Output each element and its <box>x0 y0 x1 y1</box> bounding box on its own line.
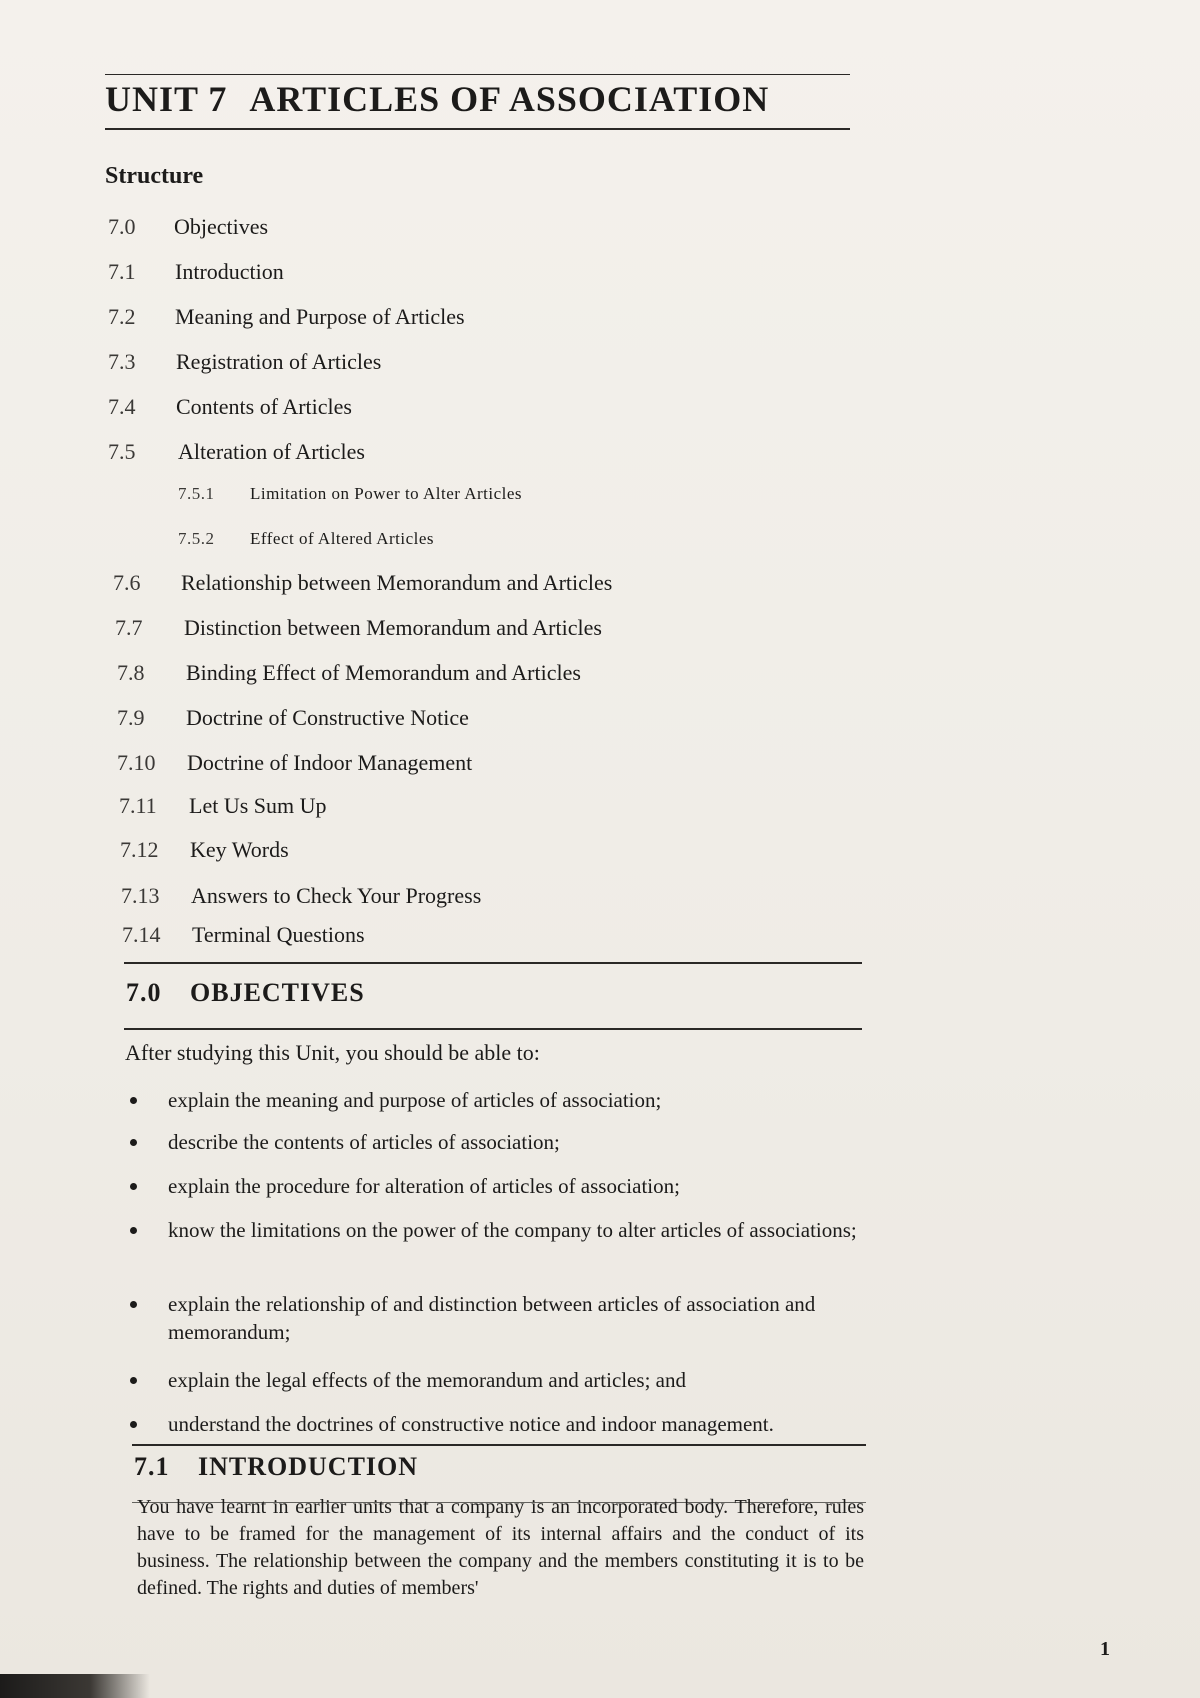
toc-number: 7.7 <box>115 615 143 640</box>
unit-number: UNIT 7 <box>105 79 228 119</box>
bullet-icon <box>130 1183 137 1190</box>
objective-text: describe the contents of articles of association; <box>168 1130 560 1154</box>
title-underline <box>105 128 850 130</box>
objective-text: explain the relationship of and distinction between articles of association and memorandum; <box>168 1292 816 1344</box>
toc-number: 7.1 <box>108 259 136 284</box>
section-title: OBJECTIVES <box>190 978 365 1007</box>
bullet-icon <box>130 1301 137 1308</box>
objective-text: explain the legal effects of the memorandum and articles; and <box>168 1368 686 1392</box>
toc-number: 7.5.2 <box>178 529 215 548</box>
section-title: INTRODUCTION <box>198 1452 419 1481</box>
toc-number: 7.11 <box>119 793 157 818</box>
toc-number: 7.4 <box>108 394 136 419</box>
bullet-icon <box>130 1097 137 1104</box>
objectives-intro: After studying this Unit, you should be able to: <box>125 1040 540 1065</box>
toc-label: Limitation on Power to Alter Articles <box>250 484 523 503</box>
toc-number: 7.5.1 <box>178 484 215 503</box>
objective-text: explain the procedure for alteration of articles of association; <box>168 1174 680 1198</box>
bullet-icon <box>130 1377 137 1384</box>
toc-number: 7.14 <box>122 922 161 947</box>
toc-label: Effect of Altered Articles <box>250 529 435 548</box>
toc-label: Key Words <box>190 837 289 862</box>
toc-label: Objectives <box>174 214 269 239</box>
toc-label: Distinction between Memorandum and Articles <box>184 615 602 640</box>
toc-label: Alteration of Articles <box>178 439 365 464</box>
toc-label: Registration of Articles <box>176 349 382 374</box>
objectives-bottom-rule <box>124 1028 862 1030</box>
toc-number: 7.8 <box>117 660 145 685</box>
toc-label: Terminal Questions <box>192 922 365 947</box>
bullet-icon <box>130 1421 137 1428</box>
page-number: 1 <box>1100 1638 1110 1660</box>
toc-number: 7.5 <box>108 439 136 464</box>
toc-number: 7.12 <box>120 837 159 862</box>
toc-number: 7.9 <box>117 705 145 730</box>
unit-title <box>105 78 769 120</box>
objective-text: explain the meaning and purpose of articles of association; <box>168 1088 662 1112</box>
toc-label: Introduction <box>175 259 284 284</box>
toc-number: 7.13 <box>121 883 160 908</box>
toc-label: Answers to Check Your Progress <box>191 883 482 908</box>
toc-label: Binding Effect of Memorandum and Articles <box>186 660 581 685</box>
objectives-heading <box>126 978 365 1008</box>
introduction-top-rule <box>132 1444 866 1446</box>
toc-label: Doctrine of Constructive Notice <box>186 705 469 730</box>
toc-label: Contents of Articles <box>176 394 352 419</box>
bullet-icon <box>130 1139 137 1146</box>
section-number: 7.0 <box>126 978 162 1007</box>
objective-text: understand the doctrines of constructive notice and indoor management. <box>168 1412 774 1436</box>
toc-number: 7.3 <box>108 349 136 374</box>
structure-heading: Structure <box>105 163 204 189</box>
bullet-icon <box>130 1227 137 1234</box>
toc-number: 7.0 <box>108 214 136 239</box>
toc-label: Meaning and Purpose of Articles <box>175 304 465 329</box>
scan-edge-shadow <box>0 1674 150 1698</box>
toc-label: Doctrine of Indoor Management <box>187 750 473 775</box>
objective-text: know the limitations on the power of the company to alter articles of associations; <box>168 1218 857 1242</box>
top-rule <box>105 74 850 75</box>
toc-label: Let Us Sum Up <box>189 793 327 818</box>
introduction-paragraph: You have learnt in earlier units that a company is an incorporated body. Therefore, rules have to be framed for the management of its internal affairs and the conduct of its business. The relationship between the company and the members constituting it is to be defined. The rights and duties of members' <box>137 1496 864 1599</box>
toc-number: 7.6 <box>113 570 141 595</box>
section-number: 7.1 <box>134 1452 170 1481</box>
introduction-heading <box>134 1452 418 1482</box>
toc-number: 7.10 <box>117 750 156 775</box>
toc-number: 7.2 <box>108 304 136 329</box>
unit-name: ARTICLES OF ASSOCIATION <box>249 79 770 119</box>
objectives-top-rule <box>124 962 862 964</box>
toc-label: Relationship between Memorandum and Articles <box>181 570 613 595</box>
